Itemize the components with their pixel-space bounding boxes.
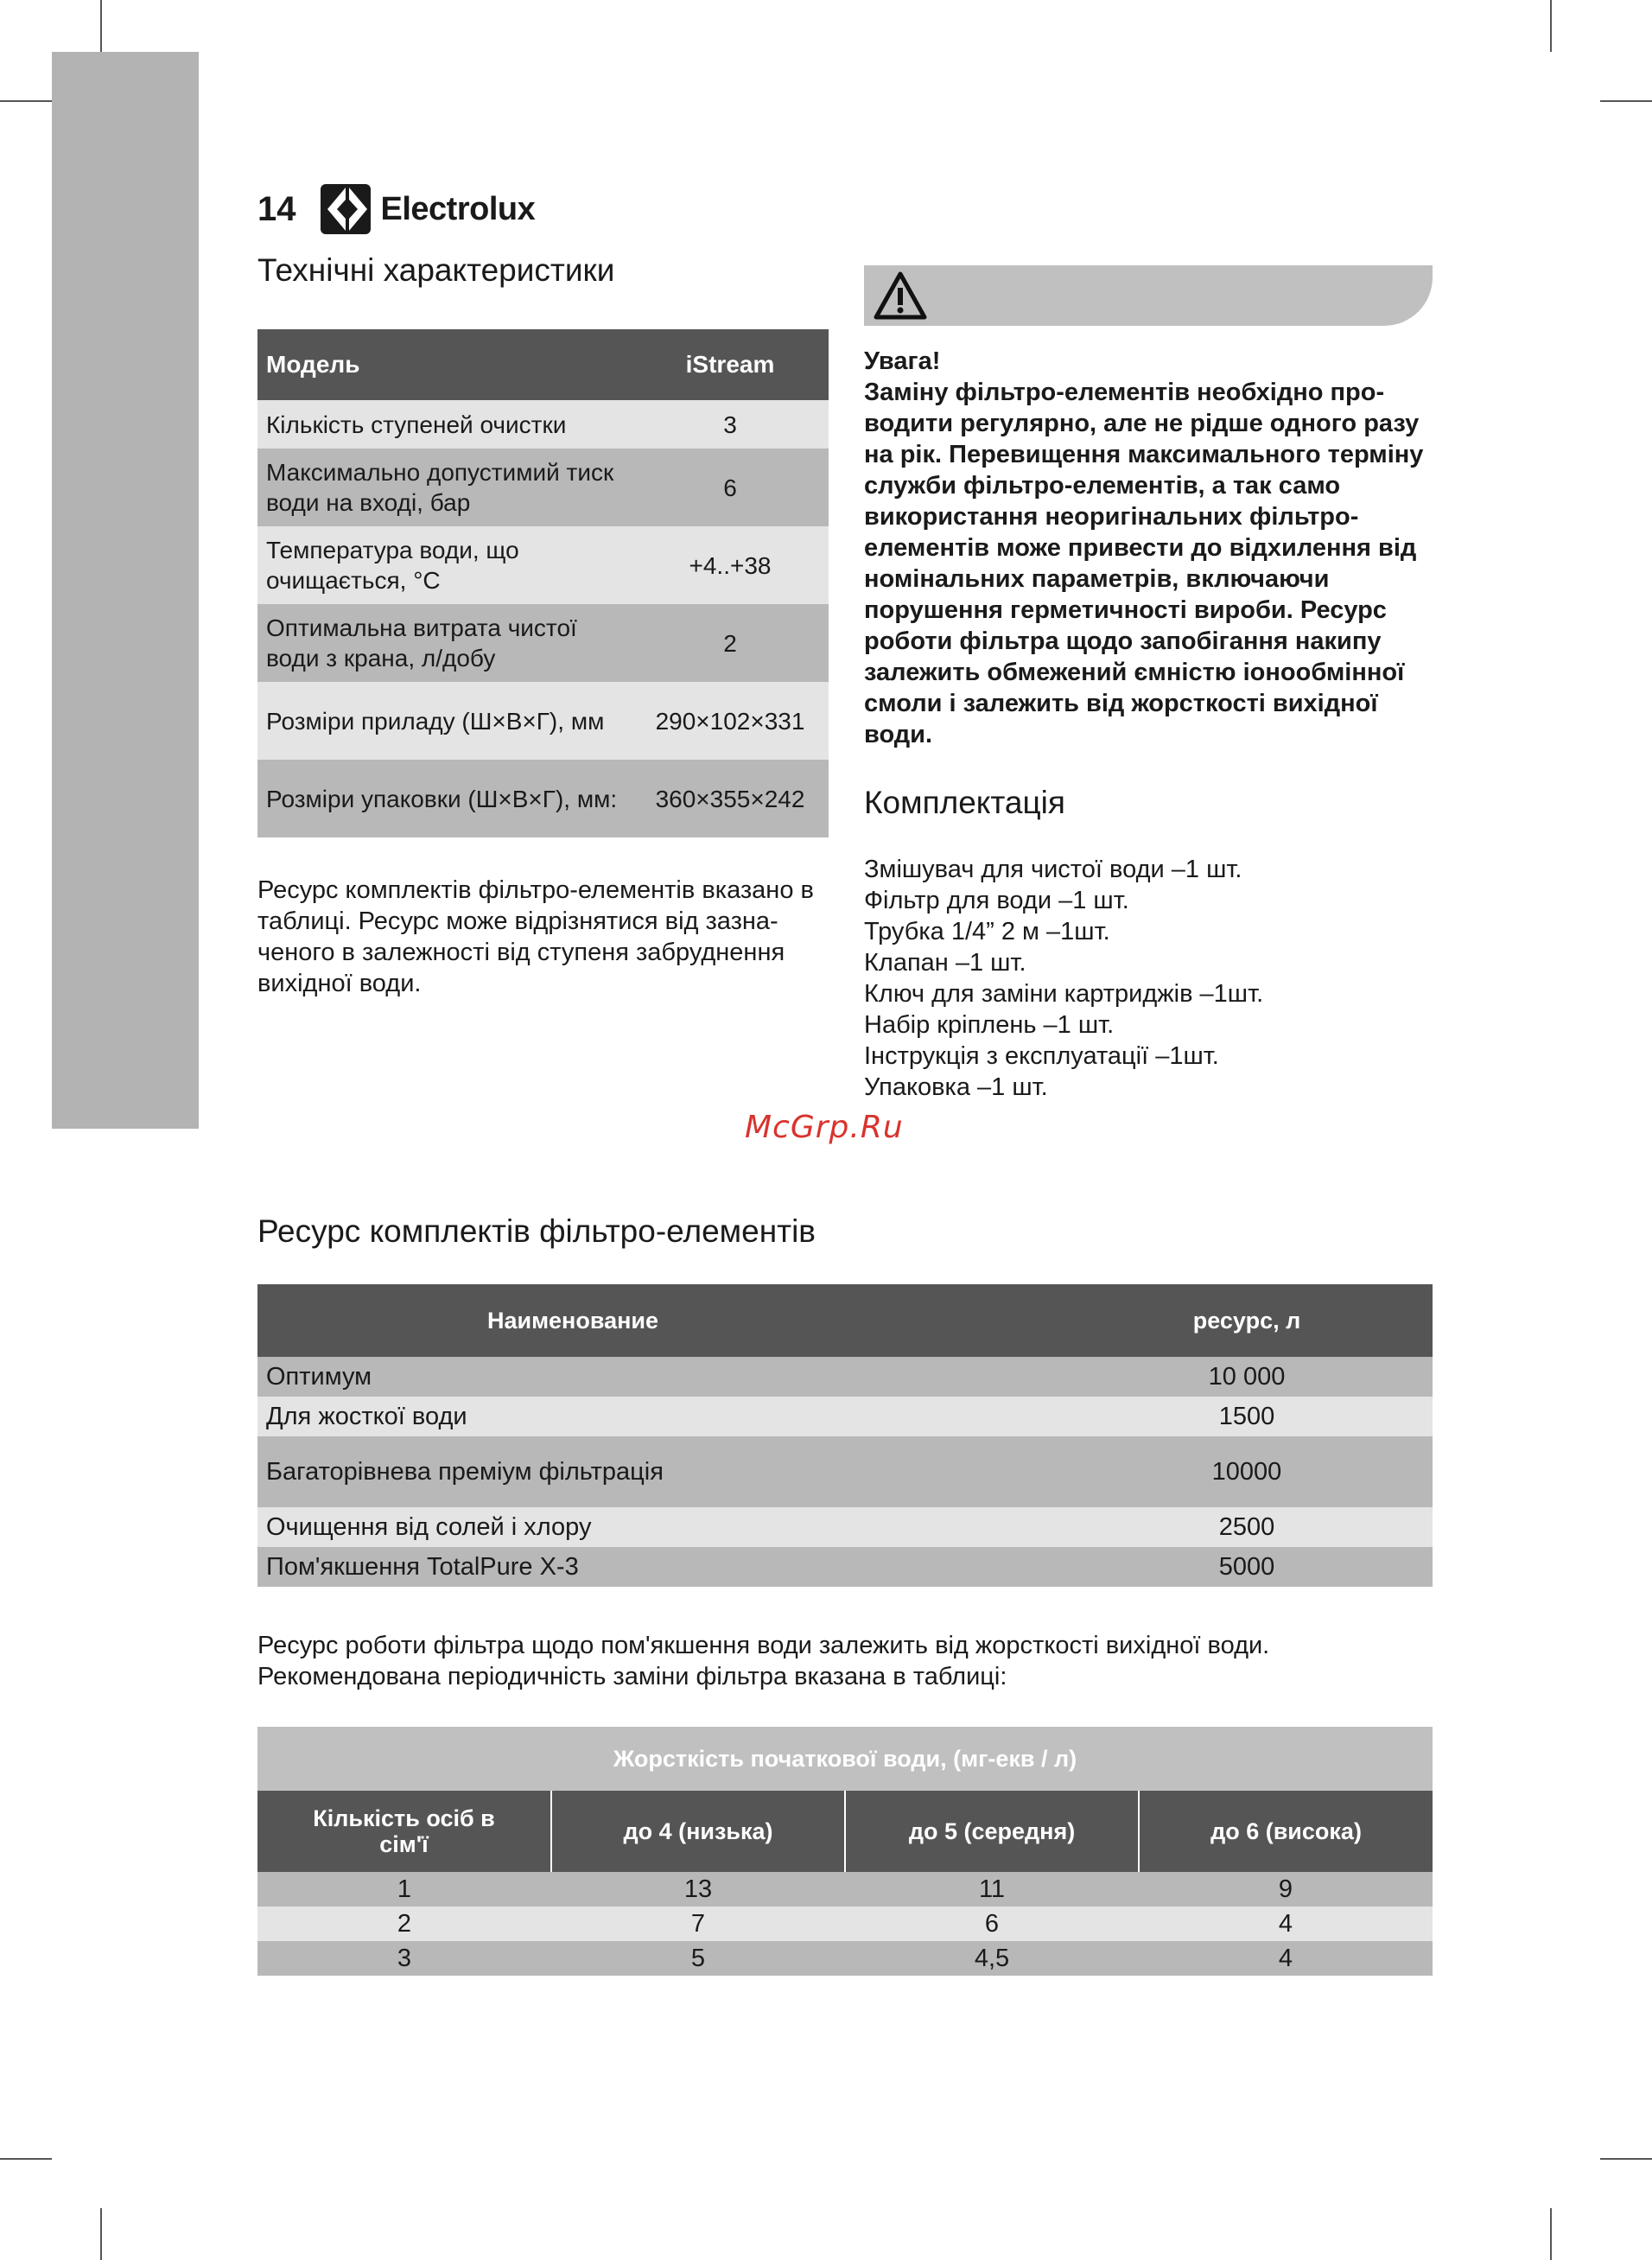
warning-body: Заміну фільтро-елементів необхідно про-водити регулярно, але не рідше одного разу на рік. Перевищення максимального терміну служби фільтро-елементів, а так само використання неоригінальних фільтро-елементів може привести до відхилення від номінальних параметрів, включаючи порушення герметичності вироби. Ресурс роботи фільтра щодо запобігання накипу залежить обмежений ємністю іонообмінної смоли і залежить від жорсткості вихідної води. bbox=[864, 379, 1424, 748]
warning-text-block bbox=[864, 346, 1443, 750]
table-cell: 6 bbox=[845, 1907, 1139, 1941]
kit-title: Комплектація bbox=[864, 785, 1065, 820]
table-cell: 3 bbox=[257, 1941, 551, 1976]
list-item: Упаковка –1 шт. bbox=[864, 1073, 1048, 1101]
hardness-note: Ресурс роботи фільтра щодо пом'якшення води залежить від жорсткості вихідної води. Рекомендована періодичність заміни фільтра вказана в таблиці: bbox=[257, 1632, 1270, 1690]
list-item: Змішувач для чистої води –1 шт. bbox=[864, 856, 1242, 883]
table-cell: 4,5 bbox=[845, 1941, 1139, 1976]
resource-value: 10000 bbox=[1061, 1436, 1433, 1507]
warning-banner bbox=[864, 265, 1433, 326]
side-bar bbox=[52, 52, 199, 1129]
crop-mark bbox=[0, 100, 52, 102]
resource-value: 2500 bbox=[1061, 1507, 1433, 1547]
spec-label: Розміри упаковки (Ш×В×Г), мм: bbox=[257, 760, 632, 837]
table-row bbox=[257, 400, 829, 449]
table-cell: 13 bbox=[551, 1872, 845, 1907]
spec-label: Температура води, що очищається, °С bbox=[257, 526, 632, 604]
table-row bbox=[257, 449, 829, 526]
table-row bbox=[257, 604, 829, 682]
table-cell: 4 bbox=[1139, 1907, 1433, 1941]
spec-label: Кількість ступеней очистки bbox=[257, 400, 632, 449]
list-item: Клапан –1 шт. bbox=[864, 949, 1026, 977]
spec-value: +4..+38 bbox=[632, 526, 829, 604]
table-cell: 11 bbox=[845, 1872, 1139, 1907]
resource-name: Оптимум bbox=[257, 1357, 1061, 1397]
spec-value: 6 bbox=[632, 449, 829, 526]
resource-title: Ресурс комплектів фільтро-елементів bbox=[257, 1213, 816, 1249]
warning-heading: Увага! bbox=[864, 347, 941, 375]
resource-name: Для жосткої води bbox=[257, 1397, 1061, 1436]
crop-mark bbox=[1600, 100, 1652, 102]
resource-value: 1500 bbox=[1061, 1397, 1433, 1436]
specs-col-value: iStream bbox=[632, 329, 829, 400]
page-header bbox=[257, 183, 535, 235]
spec-value: 2 bbox=[632, 604, 829, 682]
table-cell: 7 bbox=[551, 1907, 845, 1941]
crop-mark bbox=[1600, 2158, 1652, 2160]
resource-table bbox=[257, 1284, 1433, 1587]
table-cell: 9 bbox=[1139, 1872, 1433, 1907]
hardness-col-persons: Кількість осіб в сім'ї bbox=[257, 1791, 551, 1872]
watermark: McGrp.Ru bbox=[745, 1110, 904, 1145]
resource-name: Пом'якшення TotalPure X-3 bbox=[257, 1547, 1061, 1587]
resource-note: Ресурс комплектів фільтро-елементів вказано в таблиці. Ресурс може відрізнятися від зазна-ченого в залежності від ступеня забруднення вихідної води. bbox=[257, 876, 814, 997]
table-cell: 2 bbox=[257, 1907, 551, 1941]
list-item: Фільтр для води –1 шт. bbox=[864, 887, 1129, 914]
table-row bbox=[257, 1941, 1433, 1976]
table-row bbox=[257, 1436, 1433, 1507]
spec-value: 290×102×331 bbox=[632, 682, 829, 760]
electrolux-logo-icon bbox=[321, 184, 371, 234]
list-item: Трубка 1/4” 2 м –1шт. bbox=[864, 918, 1110, 945]
specs-col-model: Модель bbox=[257, 329, 632, 400]
spec-value: 3 bbox=[632, 400, 829, 449]
resource-name: Багаторівнева преміум фільтрація bbox=[257, 1436, 1061, 1507]
specs-table bbox=[257, 329, 829, 837]
resource-col-name: Наименование bbox=[257, 1284, 1061, 1357]
hardness-title: Жорсткість початкової води, (мг-екв / л) bbox=[257, 1727, 1433, 1791]
table-cell: 4 bbox=[1139, 1941, 1433, 1976]
resource-name: Очищення від солей і хлору bbox=[257, 1507, 1061, 1547]
table-row bbox=[257, 760, 829, 837]
crop-mark bbox=[1550, 0, 1552, 52]
spec-label: Оптимальна витрата чистої води з крана, л/добу bbox=[257, 604, 632, 682]
hardness-col-low: до 4 (низька) bbox=[551, 1791, 845, 1872]
crop-mark bbox=[0, 2158, 52, 2160]
crop-mark bbox=[100, 2208, 102, 2260]
crop-mark bbox=[1550, 2208, 1552, 2260]
table-row bbox=[257, 526, 829, 604]
table-row bbox=[257, 1357, 1433, 1397]
spec-label: Максимально допустимий тиск води на вході, бар bbox=[257, 449, 632, 526]
specs-title: Технічні характеристики bbox=[257, 252, 615, 288]
table-cell: 1 bbox=[257, 1872, 551, 1907]
spec-label: Розміри приладу (Ш×В×Г), мм bbox=[257, 682, 632, 760]
table-row bbox=[257, 682, 829, 760]
kit-list bbox=[864, 854, 1263, 1103]
crop-mark bbox=[100, 0, 102, 52]
hardness-col-high: до 6 (висока) bbox=[1139, 1791, 1433, 1872]
table-row bbox=[257, 1872, 1433, 1907]
brand-name: Electrolux bbox=[380, 190, 536, 227]
table-row bbox=[257, 1907, 1433, 1941]
list-item: Ключ для заміни картриджів –1шт. bbox=[864, 980, 1264, 1008]
table-row bbox=[257, 1397, 1433, 1436]
resource-col-value: ресурс, л bbox=[1061, 1284, 1433, 1357]
page-number: 14 bbox=[257, 189, 296, 228]
hardness-table bbox=[257, 1727, 1433, 1976]
table-row bbox=[257, 1547, 1433, 1587]
resource-value: 5000 bbox=[1061, 1547, 1433, 1587]
list-item: Набір кріплень –1 шт. bbox=[864, 1011, 1115, 1039]
list-item: Інструкція з експлуатації –1шт. bbox=[864, 1042, 1219, 1070]
table-row bbox=[257, 1507, 1433, 1547]
hardness-col-mid: до 5 (середня) bbox=[845, 1791, 1139, 1872]
warning-triangle-icon bbox=[873, 271, 928, 321]
table-cell: 5 bbox=[551, 1941, 845, 1976]
spec-value: 360×355×242 bbox=[632, 760, 829, 837]
resource-value: 10 000 bbox=[1061, 1357, 1433, 1397]
